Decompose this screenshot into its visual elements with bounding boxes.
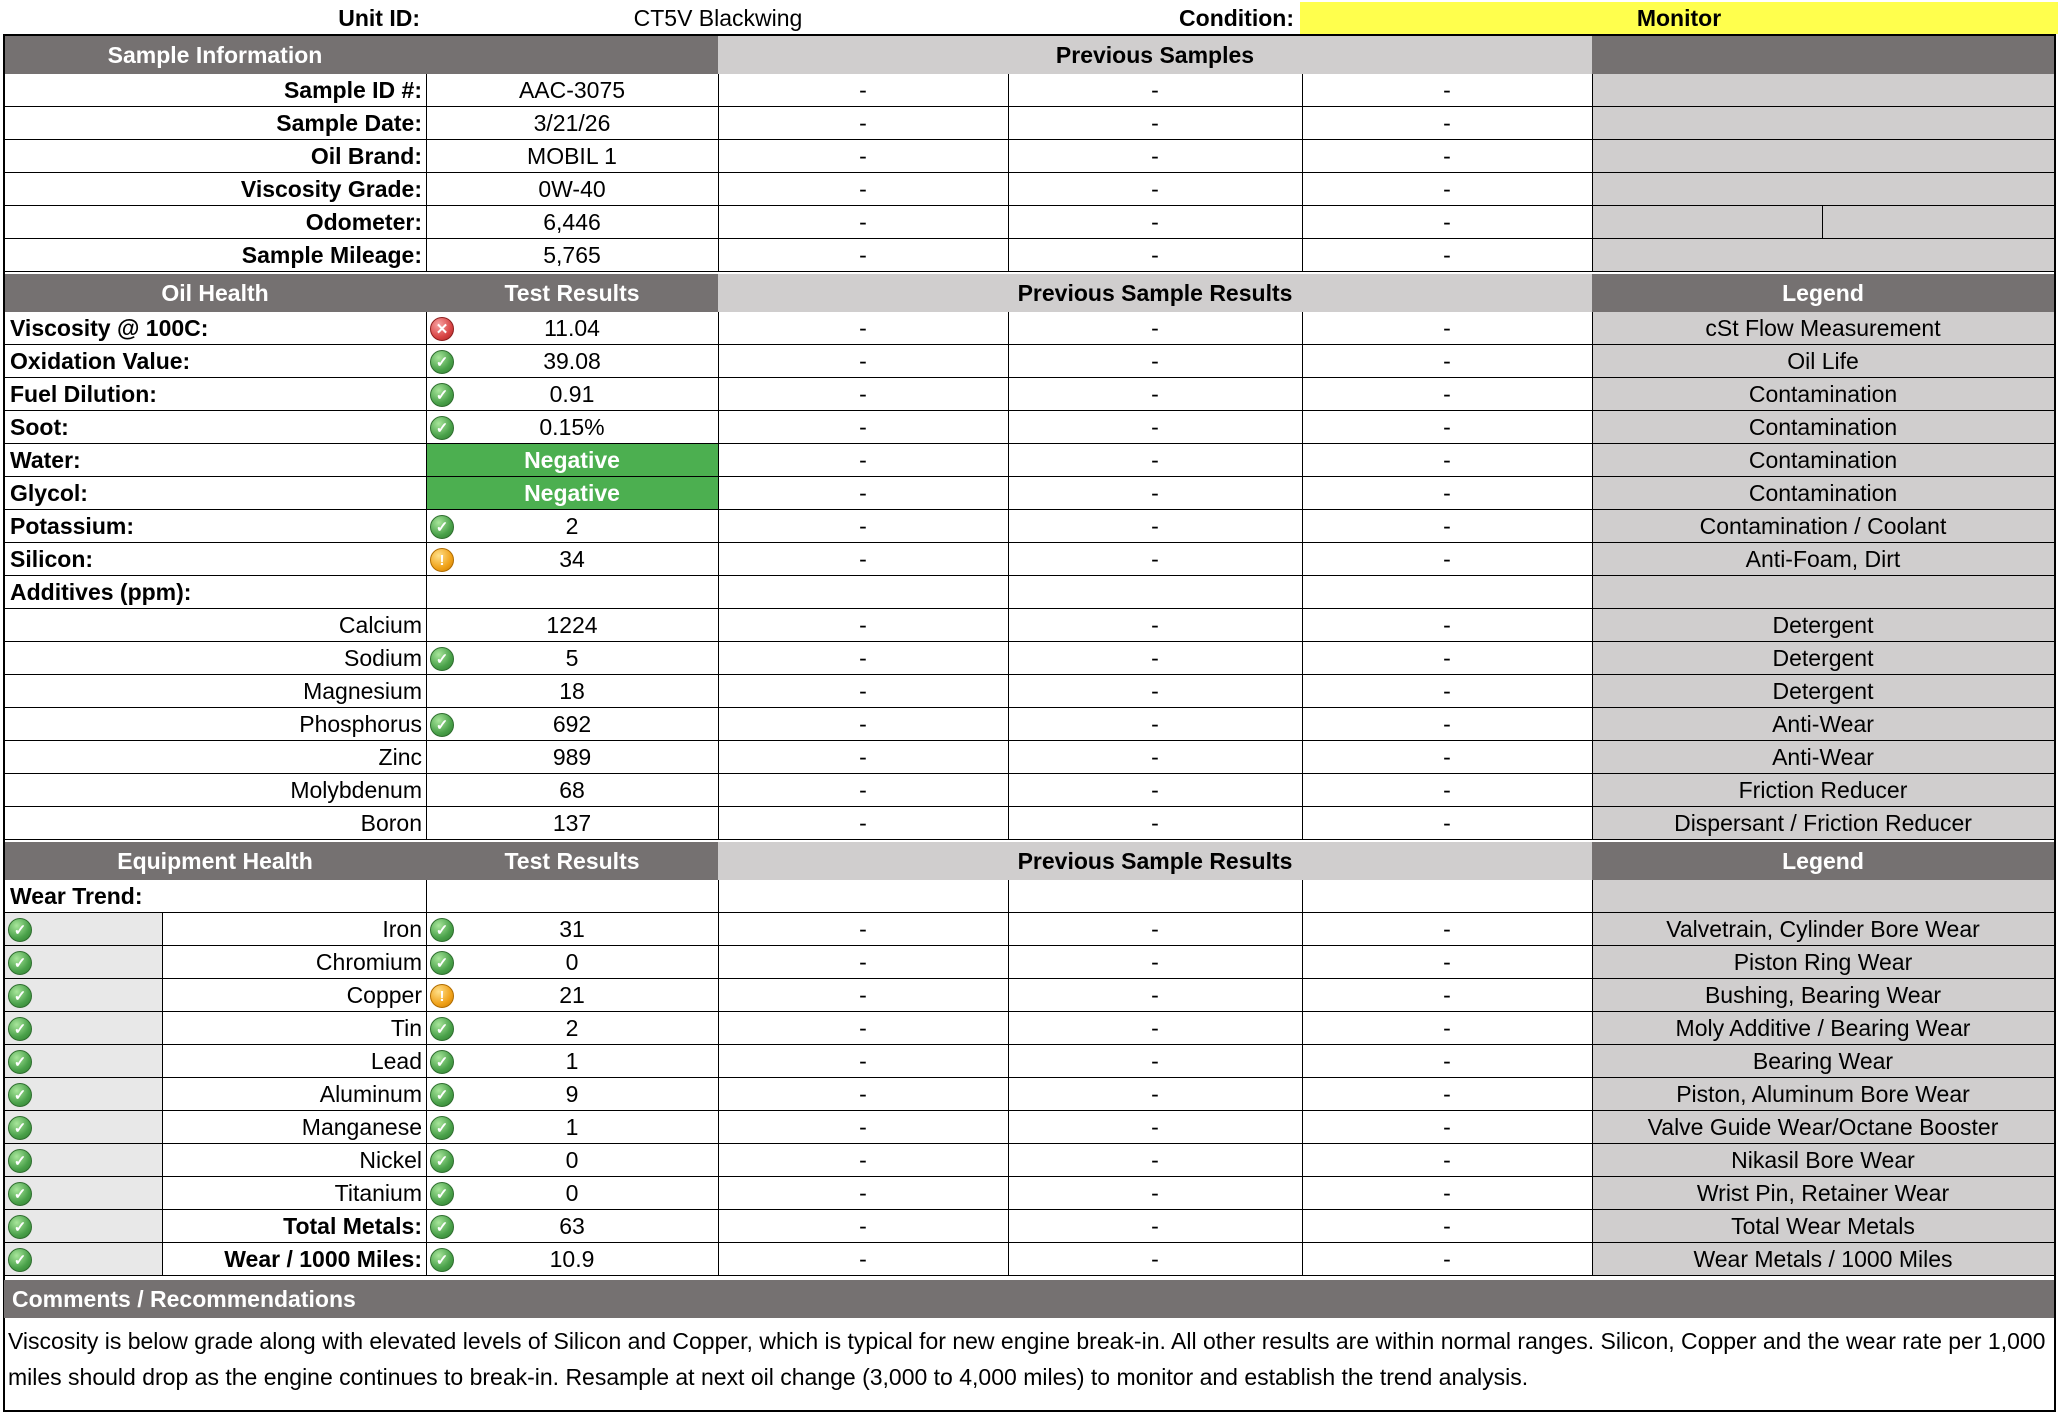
sample-info-right-shade [1592, 173, 2054, 206]
metal-legend: Piston Ring Wear [1592, 946, 2054, 979]
sample-info-right-shade [1592, 107, 2054, 140]
additive-prev-2: - [1151, 612, 1159, 638]
sample-info-prev-3: - [1443, 176, 1451, 202]
sample-info-prev-2: - [1151, 209, 1159, 235]
oil-health-label: Viscosity @ 100C: [10, 315, 209, 341]
metal-prev-3: - [1443, 1147, 1451, 1173]
oil-health-legend: Oil Life [1592, 345, 2054, 378]
sample-info-prev-3: - [1443, 110, 1451, 136]
grid-line [1302, 74, 1303, 272]
metal-prev-1: - [859, 982, 867, 1008]
additive-prev-3: - [1443, 678, 1451, 704]
metal-value: 0 [565, 1180, 579, 1206]
sample-info-prev-2: - [1151, 242, 1159, 268]
sample-info-value: 0W-40 [538, 176, 606, 202]
sample-info-prev-2: - [1151, 143, 1159, 169]
metal-legend: Wear Metals / 1000 Miles [1592, 1243, 2054, 1276]
trend-ok-icon: ✓ [8, 951, 32, 975]
oil-health-label: Fuel Dilution: [10, 381, 157, 407]
sample-info-label: Sample ID #: [283, 77, 422, 103]
metal-value: 63 [559, 1213, 585, 1239]
condition-label: Condition: [1179, 4, 1294, 31]
sample-info-prev-1: - [859, 242, 867, 268]
status-ok-icon: ✓ [430, 515, 454, 539]
sample-info-prev-3: - [1443, 143, 1451, 169]
metal-label: Tin [390, 1015, 422, 1041]
metal-prev-3: - [1443, 916, 1451, 942]
additive-label: Boron [360, 810, 422, 836]
status-ok-icon: ✓ [430, 1017, 454, 1041]
metal-legend: Piston, Aluminum Bore Wear [1592, 1078, 2054, 1111]
additive-value: 5 [565, 645, 579, 671]
metal-label: Copper [346, 982, 422, 1008]
oil-health-prev-2: - [1151, 480, 1159, 506]
metal-prev-3: - [1443, 1246, 1451, 1272]
additive-legend: Detergent [1592, 642, 2054, 675]
additive-prev-1: - [859, 645, 867, 671]
oil-health-legend-header: Legend [1592, 274, 2054, 312]
status-ok-icon: ✓ [430, 918, 454, 942]
grid-line [718, 312, 719, 840]
additive-prev-3: - [1443, 612, 1451, 638]
metal-prev-1: - [859, 1114, 867, 1140]
oil-health-prev-2: - [1151, 381, 1159, 407]
metal-prev-2: - [1151, 1180, 1159, 1206]
condition-badge: Monitor [1300, 2, 2058, 34]
status-bad-icon: ✕ [430, 317, 454, 341]
additive-prev-1: - [859, 612, 867, 638]
additive-prev-1: - [859, 810, 867, 836]
sample-info-value: 3/21/26 [533, 110, 611, 136]
grid-line [426, 74, 427, 272]
additive-label: Molybdenum [290, 777, 422, 803]
metal-label: Chromium [315, 949, 422, 975]
metal-legend: Bushing, Bearing Wear [1592, 979, 2054, 1012]
additive-legend: Detergent [1592, 675, 2054, 708]
metal-prev-2: - [1151, 1147, 1159, 1173]
metal-prev-2: - [1151, 916, 1159, 942]
trend-ok-icon: ✓ [8, 1083, 32, 1107]
metal-label: Total Metals: [283, 1213, 422, 1239]
metal-label: Aluminum [319, 1081, 422, 1107]
additive-label: Magnesium [303, 678, 422, 704]
additive-legend: Detergent [1592, 609, 2054, 642]
metal-prev-3: - [1443, 1180, 1451, 1206]
sample-info-value: MOBIL 1 [527, 143, 617, 169]
metal-legend: Nikasil Bore Wear [1592, 1144, 2054, 1177]
metal-prev-3: - [1443, 1015, 1451, 1041]
oil-health-prev-3: - [1443, 381, 1451, 407]
additive-prev-3: - [1443, 711, 1451, 737]
sample-info-header-filler [426, 36, 718, 74]
oil-health-value-negative: Negative [426, 477, 718, 510]
oil-health-prev-2: - [1151, 315, 1159, 341]
metal-prev-1: - [859, 916, 867, 942]
status-ok-icon: ✓ [430, 1083, 454, 1107]
status-ok-icon: ✓ [430, 1215, 454, 1239]
oil-health-value: 2 [565, 513, 579, 539]
status-warn-icon: ! [430, 984, 454, 1008]
oil-health-previous-header: Previous Sample Results [718, 274, 1592, 312]
metal-legend: Moly Additive / Bearing Wear [1592, 1012, 2054, 1045]
metal-prev-2: - [1151, 1246, 1159, 1272]
metal-legend: Bearing Wear [1592, 1045, 2054, 1078]
grid-line [1008, 312, 1009, 840]
oil-health-value: 39.08 [543, 348, 601, 374]
metal-legend: Total Wear Metals [1592, 1210, 2054, 1243]
metal-value: 0 [565, 1147, 579, 1173]
oil-health-prev-2: - [1151, 447, 1159, 473]
comments-text: Viscosity is below grade along with elevated levels of Silicon and Copper, which is typical for new engine break-in. All other results are within normal ranges. Silicon, Copper and the wear rate per 1,000 miles should drop as the engine continues to break-in. Resample at next oil change (3,000 to 4,000 miles) to monitor and establish the trend analysis. [8, 1328, 2046, 1390]
metal-prev-2: - [1151, 1015, 1159, 1041]
oil-health-label: Water: [10, 447, 81, 473]
oil-health-prev-1: - [859, 447, 867, 473]
sample-info-value: 5,765 [543, 242, 601, 268]
additive-prev-1: - [859, 678, 867, 704]
oil-health-legend: Contamination [1592, 411, 2054, 444]
metal-value: 31 [559, 916, 585, 942]
status-ok-icon: ✓ [430, 416, 454, 440]
metal-prev-1: - [859, 1147, 867, 1173]
metal-label: Wear / 1000 Miles: [224, 1246, 422, 1272]
grid-line [4, 839, 2054, 840]
sample-info-label: Odometer: [305, 209, 422, 235]
status-ok-icon: ✓ [430, 951, 454, 975]
additive-label: Phosphorus [299, 711, 422, 737]
additive-value: 18 [559, 678, 585, 704]
metal-label: Titanium [334, 1180, 422, 1206]
additive-prev-2: - [1151, 777, 1159, 803]
oil-health-label: Soot: [10, 414, 69, 440]
grid-line [3, 34, 5, 1412]
oil-health-label: Glycol: [10, 480, 88, 506]
trend-ok-icon: ✓ [8, 1017, 32, 1041]
metal-prev-2: - [1151, 1048, 1159, 1074]
additive-prev-2: - [1151, 645, 1159, 671]
additive-prev-3: - [1443, 645, 1451, 671]
grid-line [1592, 880, 1593, 1276]
oil-health-prev-2: - [1151, 546, 1159, 572]
equipment-health-results-header: Test Results [426, 842, 718, 880]
status-ok-icon: ✓ [430, 350, 454, 374]
sample-info-right-shade [1592, 239, 2054, 272]
grid-line [1302, 880, 1303, 1276]
metal-prev-3: - [1443, 1213, 1451, 1239]
metal-prev-3: - [1443, 1114, 1451, 1140]
oil-health-prev-1: - [859, 315, 867, 341]
metal-prev-2: - [1151, 1081, 1159, 1107]
grid-line [426, 880, 427, 1276]
sample-info-right-header [1592, 36, 2054, 74]
additive-legend: Friction Reducer [1592, 774, 2054, 807]
metal-label: Iron [382, 916, 422, 942]
additive-prev-2: - [1151, 678, 1159, 704]
metal-value: 2 [565, 1015, 579, 1041]
additive-label: Sodium [344, 645, 422, 671]
oil-health-legend: Contamination [1592, 444, 2054, 477]
unit-id-value: CT5V Blackwing [633, 4, 803, 31]
oil-health-value: 34 [559, 546, 585, 572]
additive-prev-1: - [859, 711, 867, 737]
sample-info-prev-1: - [859, 77, 867, 103]
sample-info-prev-3: - [1443, 209, 1451, 235]
oil-health-label: Potassium: [10, 513, 134, 539]
oil-health-prev-1: - [859, 414, 867, 440]
metal-value: 1 [565, 1114, 579, 1140]
oil-health-prev-3: - [1443, 315, 1451, 341]
grid-line [162, 913, 163, 1276]
grid-line [4, 271, 2054, 272]
metal-prev-1: - [859, 1081, 867, 1107]
status-ok-icon: ✓ [430, 383, 454, 407]
trend-ok-icon: ✓ [8, 984, 32, 1008]
comments-header: Comments / Recommendations [4, 1280, 2054, 1318]
sample-info-right-shade [1592, 206, 2054, 239]
oil-health-prev-3: - [1443, 546, 1451, 572]
status-ok-icon: ✓ [430, 1149, 454, 1173]
metal-value: 9 [565, 1081, 579, 1107]
metal-label: Manganese [301, 1114, 422, 1140]
wear-trend-legend-shade [1592, 880, 2054, 913]
oil-health-results-header: Test Results [426, 274, 718, 312]
previous-samples-header: Previous Samples [718, 36, 1592, 74]
oil-health-value: 0.91 [549, 381, 595, 407]
oil-health-header: Oil Health [4, 274, 426, 312]
additive-value: 137 [552, 810, 592, 836]
sample-info-prev-1: - [859, 209, 867, 235]
grid-line [426, 312, 427, 840]
sample-info-prev-2: - [1151, 110, 1159, 136]
metal-prev-1: - [859, 1213, 867, 1239]
trend-ok-icon: ✓ [8, 918, 32, 942]
equipment-health-header: Equipment Health [4, 842, 426, 880]
metal-prev-2: - [1151, 949, 1159, 975]
status-ok-icon: ✓ [430, 1182, 454, 1206]
additives-legend-shade [1592, 576, 2054, 609]
oil-health-prev-2: - [1151, 348, 1159, 374]
additive-value: 1224 [546, 612, 598, 638]
metal-legend: Wrist Pin, Retainer Wear [1592, 1177, 2054, 1210]
metal-prev-1: - [859, 1015, 867, 1041]
metal-prev-1: - [859, 949, 867, 975]
grid-line [718, 74, 719, 272]
oil-health-prev-1: - [859, 546, 867, 572]
oil-health-prev-3: - [1443, 513, 1451, 539]
metal-prev-3: - [1443, 1081, 1451, 1107]
sample-info-value: 6,446 [543, 209, 601, 235]
trend-ok-icon: ✓ [8, 1149, 32, 1173]
additive-prev-1: - [859, 777, 867, 803]
metal-prev-3: - [1443, 982, 1451, 1008]
oil-health-label: Oxidation Value: [10, 348, 191, 374]
oil-health-value: 0.15% [539, 414, 605, 440]
additive-legend: Anti-Wear [1592, 708, 2054, 741]
additive-legend: Anti-Wear [1592, 741, 2054, 774]
metal-prev-3: - [1443, 949, 1451, 975]
oil-health-prev-2: - [1151, 513, 1159, 539]
additive-label: Zinc [378, 744, 422, 770]
additive-label: Calcium [338, 612, 422, 638]
status-ok-icon: ✓ [430, 1050, 454, 1074]
oil-health-prev-1: - [859, 480, 867, 506]
metal-prev-1: - [859, 1246, 867, 1272]
oil-health-legend: cSt Flow Measurement [1592, 312, 2054, 345]
equipment-health-legend-header: Legend [1592, 842, 2054, 880]
oil-health-prev-1: - [859, 381, 867, 407]
grid-line [1592, 74, 1593, 272]
oil-health-prev-3: - [1443, 480, 1451, 506]
sample-info-prev-1: - [859, 143, 867, 169]
oil-health-legend: Contamination [1592, 477, 2054, 510]
metal-prev-3: - [1443, 1048, 1451, 1074]
trend-ok-icon: ✓ [8, 1116, 32, 1140]
sample-info-label: Sample Mileage: [241, 242, 422, 268]
metal-label: Lead [370, 1048, 422, 1074]
metal-value: 21 [559, 982, 585, 1008]
unit-id-label: Unit ID: [338, 4, 420, 31]
grid-line [1592, 312, 1593, 840]
oil-health-legend: Anti-Foam, Dirt [1592, 543, 2054, 576]
metal-prev-1: - [859, 1048, 867, 1074]
oil-health-label: Silicon: [10, 546, 94, 572]
wear-trend-label: Wear Trend: [10, 883, 143, 909]
trend-ok-icon: ✓ [8, 1182, 32, 1206]
status-ok-icon: ✓ [430, 1248, 454, 1272]
sample-info-prev-1: - [859, 176, 867, 202]
metal-value: 1 [565, 1048, 579, 1074]
sample-info-label: Oil Brand: [310, 143, 422, 169]
oil-health-value: 11.04 [544, 315, 600, 341]
additive-value: 692 [552, 711, 592, 737]
metal-prev-2: - [1151, 982, 1159, 1008]
grid-line [1008, 74, 1009, 272]
additive-prev-3: - [1443, 744, 1451, 770]
metal-label: Nickel [359, 1147, 422, 1173]
oil-health-legend: Contamination [1592, 378, 2054, 411]
metal-legend: Valve Guide Wear/Octane Booster [1592, 1111, 2054, 1144]
additive-value: 989 [552, 744, 592, 770]
grid-line [4, 1275, 2054, 1276]
additive-prev-1: - [859, 744, 867, 770]
oil-health-prev-1: - [859, 513, 867, 539]
oil-health-prev-1: - [859, 348, 867, 374]
metal-prev-1: - [859, 1180, 867, 1206]
additive-prev-2: - [1151, 711, 1159, 737]
grid-line [2054, 34, 2056, 1412]
metal-legend: Valvetrain, Cylinder Bore Wear [1592, 913, 2054, 946]
sample-info-prev-3: - [1443, 242, 1451, 268]
sample-info-label: Viscosity Grade: [240, 176, 422, 202]
sample-info-prev-3: - [1443, 77, 1451, 103]
status-ok-icon: ✓ [430, 713, 454, 737]
sample-info-prev-2: - [1151, 176, 1159, 202]
sample-info-value: AAC-3075 [518, 77, 626, 103]
trend-ok-icon: ✓ [8, 1215, 32, 1239]
grid-line [1008, 880, 1009, 1276]
status-ok-icon: ✓ [430, 1116, 454, 1140]
additive-prev-3: - [1443, 810, 1451, 836]
equipment-health-previous-header: Previous Sample Results [718, 842, 1592, 880]
grid-line [4, 34, 2054, 36]
sample-info-header: Sample Information [4, 36, 426, 74]
oil-health-prev-2: - [1151, 414, 1159, 440]
trend-ok-icon: ✓ [8, 1248, 32, 1272]
metal-value: 10.9 [549, 1246, 595, 1272]
oil-health-legend: Contamination / Coolant [1592, 510, 2054, 543]
sample-info-prev-2: - [1151, 77, 1159, 103]
metal-prev-2: - [1151, 1114, 1159, 1140]
oil-health-prev-3: - [1443, 414, 1451, 440]
sample-info-prev-1: - [859, 110, 867, 136]
additive-prev-3: - [1443, 777, 1451, 803]
sample-info-label: Sample Date: [276, 110, 422, 136]
metal-prev-2: - [1151, 1213, 1159, 1239]
oil-health-value-negative: Negative [426, 444, 718, 477]
status-ok-icon: ✓ [430, 647, 454, 671]
metal-value: 0 [565, 949, 579, 975]
additive-legend: Dispersant / Friction Reducer [1592, 807, 2054, 840]
additives-label: Additives (ppm): [10, 579, 192, 605]
additive-prev-2: - [1151, 810, 1159, 836]
oil-health-prev-3: - [1443, 348, 1451, 374]
additive-prev-2: - [1151, 744, 1159, 770]
sample-info-right-shade [1592, 140, 2054, 173]
grid-line [718, 880, 719, 1276]
status-warn-icon: ! [430, 548, 454, 572]
trend-ok-icon: ✓ [8, 1050, 32, 1074]
sample-info-right-shade [1592, 74, 2054, 107]
oil-health-prev-3: - [1443, 447, 1451, 473]
grid-line [1302, 312, 1303, 840]
additive-value: 68 [559, 777, 585, 803]
grid-line [1822, 206, 1823, 239]
